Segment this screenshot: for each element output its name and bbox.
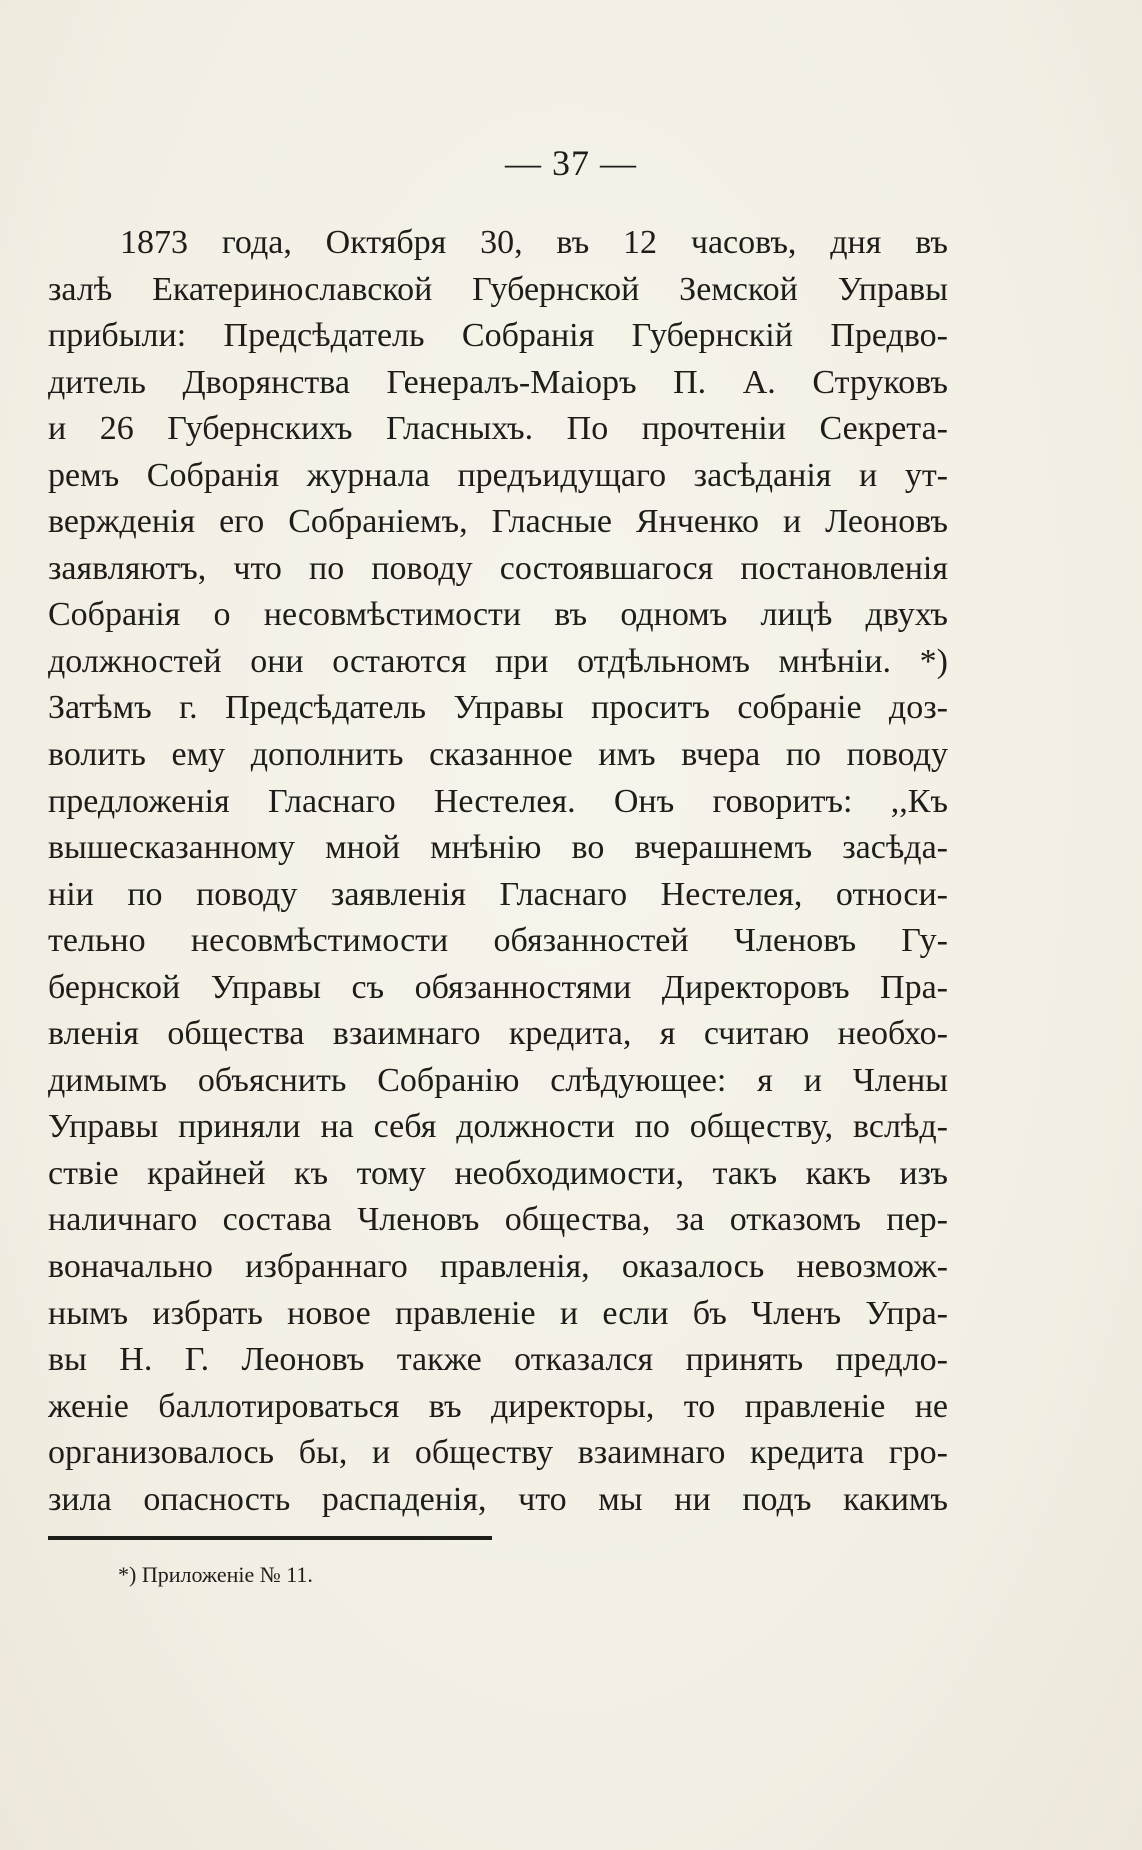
text-line: бернской Управы съ обязанностями Директоровъ Пра- xyxy=(48,968,948,1006)
text-line: ствіе крайней къ тому необходимости, такъ какъ изъ xyxy=(48,1154,948,1192)
text-line: Управы приняли на себя должности по обществу, вслѣд- xyxy=(48,1108,948,1146)
text-line: наличнаго состава Членовъ общества, за отказомъ пер- xyxy=(48,1201,948,1239)
footnote: *) Приложеніе № 11. xyxy=(118,1562,313,1587)
text-line: залѣ Екатеринославской Губернской Земской Управы xyxy=(48,270,948,308)
text-line: тельно несовмѣстимости обязанностей Членовъ Гу- xyxy=(48,922,948,960)
text-line: должностей они остаются при отдѣльномъ мнѣніи. *) xyxy=(48,642,948,680)
text-line: предложенія Гласнаго Нестелея. Онъ говоритъ: ,,Къ xyxy=(48,782,948,820)
text-line: вы Н. Г. Леоновъ также отказался принять предло- xyxy=(48,1341,948,1379)
text-line: зила опасность распаденія, что мы ни подъ какимъ xyxy=(48,1480,948,1518)
text-line: 1873 года, Октября 30, въ 12 часовъ, дня въ xyxy=(120,224,948,261)
text-line: женіе баллотироваться въ директоры, то правленіе не xyxy=(48,1387,948,1425)
page-number: — 37 — xyxy=(505,143,637,183)
text-line: ніи по поводу заявленія Гласнаго Нестелея, относи- xyxy=(48,875,948,913)
text-line: заявляютъ, что по поводу состоявшагося постановленія xyxy=(48,549,948,587)
text-line: Затѣмъ г. Предсѣдатель Управы проситъ собраніе доз- xyxy=(48,689,948,727)
text-line: нымъ избрать новое правленіе и если бъ Членъ Упра- xyxy=(48,1294,948,1332)
text-line: димымъ объяснить Собранію слѣдующее: я и Члены xyxy=(48,1061,948,1099)
text-line: вышесказанному мной мнѣнію во вчерашнемъ засѣда- xyxy=(48,829,948,867)
text-line: Собранія о несовмѣстимости въ одномъ лицѣ двухъ xyxy=(48,596,948,634)
text-line: волить ему дополнить сказанное имъ вчера по поводу xyxy=(48,736,948,774)
body-text xyxy=(48,220,948,1523)
text-line: организовалось бы, и обществу взаимнаго кредита гро- xyxy=(48,1434,948,1472)
text-line: прибыли: Предсѣдатель Собранія Губернскій Предво- xyxy=(48,317,948,355)
text-line: вленія общества взаимнаго кредита, я считаю необхо- xyxy=(48,1015,948,1053)
text-line: ремъ Собранія журнала предъидущаго засѣданія и ут- xyxy=(48,456,948,494)
text-line: воначально избраннаго правленія, оказалось невозмож- xyxy=(48,1248,948,1286)
text-line: вержденія его Собраніемъ, Гласные Янченко и Леоновъ xyxy=(48,503,948,541)
text-line: дитель Дворянства Генералъ-Маіоръ П. А. Струковъ xyxy=(48,363,948,401)
text-line: и 26 Губернскихъ Гласныхъ. По прочтеніи Секрета- xyxy=(48,410,948,448)
footnote-rule xyxy=(48,1536,492,1540)
